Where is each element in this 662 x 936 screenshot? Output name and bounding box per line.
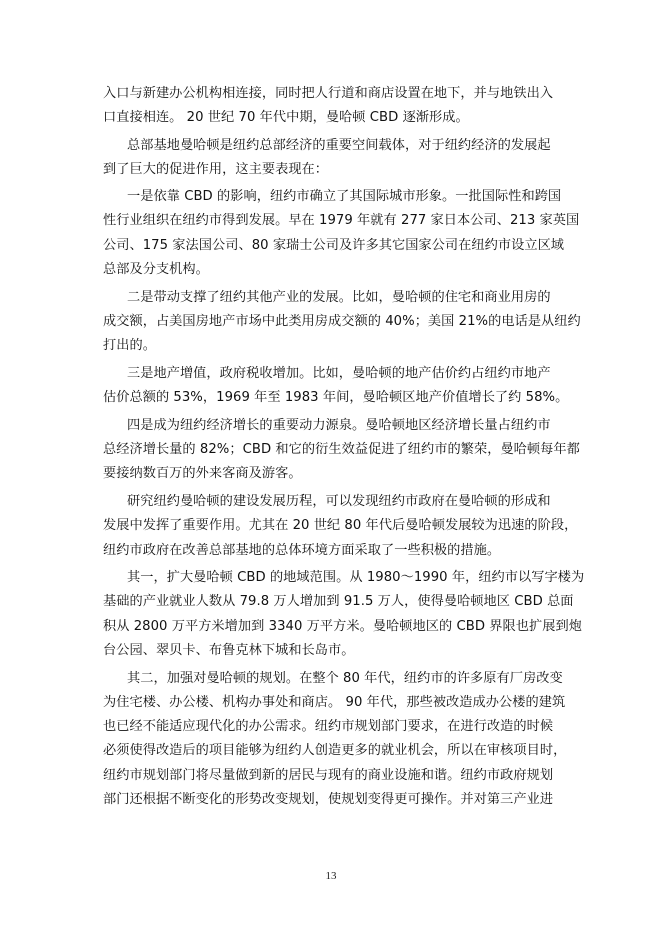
text-line: 到了巨大的促进作用，这主要表现在： — [103, 162, 329, 177]
text-line: 公司、175 家法国公司、80 家瑞士公司及许多其它国家公司在纽约市设立区域 — [103, 238, 565, 253]
text-line: 打出的。 — [103, 338, 156, 353]
text-line: 纽约市政府在改善总部基地的总体环境方面采取了一些积极的措施。 — [103, 543, 501, 558]
text-line: 入口与新建办公机构相连接，同时把人行道和商店设置在地下，并与地铁出入 — [103, 86, 554, 101]
text-line: 其一，扩大曼哈顿 CBD 的地域范围。从 1980～1990 年，纽约市以写字楼为 — [127, 570, 585, 585]
text-line: 基础的产业就业人数从 79.8 万人增加到 91.5 万人，使得曼哈顿地区 CBD 总面 — [103, 594, 574, 609]
text-line: 估价总额的 53%，1969 年至 1983 年间，曼哈顿区地产价值增长了约 58%。 — [103, 390, 569, 405]
text-line: 总部及分支机构。 — [103, 262, 209, 277]
text-line: 四是成为纽约经济增长的重要动力源泉。曼哈顿地区经济增长量占纽约市 — [127, 418, 551, 433]
text-line: 发展中发挥了重要作用。尤其在 20 世纪 80 年代后曼哈顿发展较为迅速的阶段， — [103, 518, 578, 533]
text-line: 必须使得改造后的项目能够为纽约人创造更多的就业机会，所以在审核项目时， — [103, 743, 567, 758]
text-line: 纽约市规划部门将尽量做到新的居民与现有的商业设施和谐。纽约市政府规划 — [103, 768, 554, 783]
page-number: 13 — [325, 870, 337, 882]
text-line: 二是带动支撑了纽约其他产业的发展。比如，曼哈顿的住宅和商业用房的 — [127, 290, 551, 305]
text-line: 一是依靠 CBD 的影响，纽约市确立了其国际城市形象。一批国际性和跨国 — [127, 189, 562, 204]
text-line: 其二，加强对曼哈顿的规划。在整个 80 年代，纽约市的许多原有厂房改变 — [127, 671, 563, 686]
text-line: 也已经不能适应现代化的办公需求。纽约市规划部门要求，在进行改造的时候 — [103, 719, 554, 734]
text-line: 台公园、翠贝卡、布鲁克林下城和长岛市。 — [103, 643, 355, 658]
text-line: 研究纽约曼哈顿的建设发展历程，可以发现纽约市政府在曼哈顿的形成和 — [127, 494, 551, 509]
text-line: 为住宅楼、办公楼、机构办事处和商店。 90 年代，那些被改造成办公楼的建筑 — [103, 695, 566, 710]
text-line: 成交额，占美国房地产市场中此类用房成交额的 40%；美国 21%的电话是从纽约 — [103, 314, 581, 329]
text-line: 性行业组织在纽约市得到发展。早在 1979 年就有 277 家日本公司、213 家英国 — [103, 213, 580, 228]
text-line: 部门还根据不断变化的形势改变规划，使规划变得更可操作。并对第三产业进 — [103, 792, 554, 807]
text-line: 积从 2800 万平方米增加到 3340 万平方米。曼哈顿地区的 CBD 界限也扩展到炮 — [103, 619, 582, 634]
text-line: 要接纳数百万的外来客商及游客。 — [103, 466, 302, 481]
text-line: 三是地产增值，政府税收增加。比如，曼哈顿的地产估价约占纽约市地产 — [127, 366, 551, 381]
text-line: 总经济增长量的 82%；CBD 和它的衍生效益促进了纽约市的繁荣，曼哈顿每年都 — [103, 442, 580, 457]
text-line: 口直接相连。 20 世纪 70 年代中期，曼哈顿 CBD 逐渐形成。 — [103, 110, 469, 125]
text-line: 总部基地曼哈顿是纽约总部经济的重要空间载体，对于纽约经济的发展起 — [127, 138, 551, 153]
